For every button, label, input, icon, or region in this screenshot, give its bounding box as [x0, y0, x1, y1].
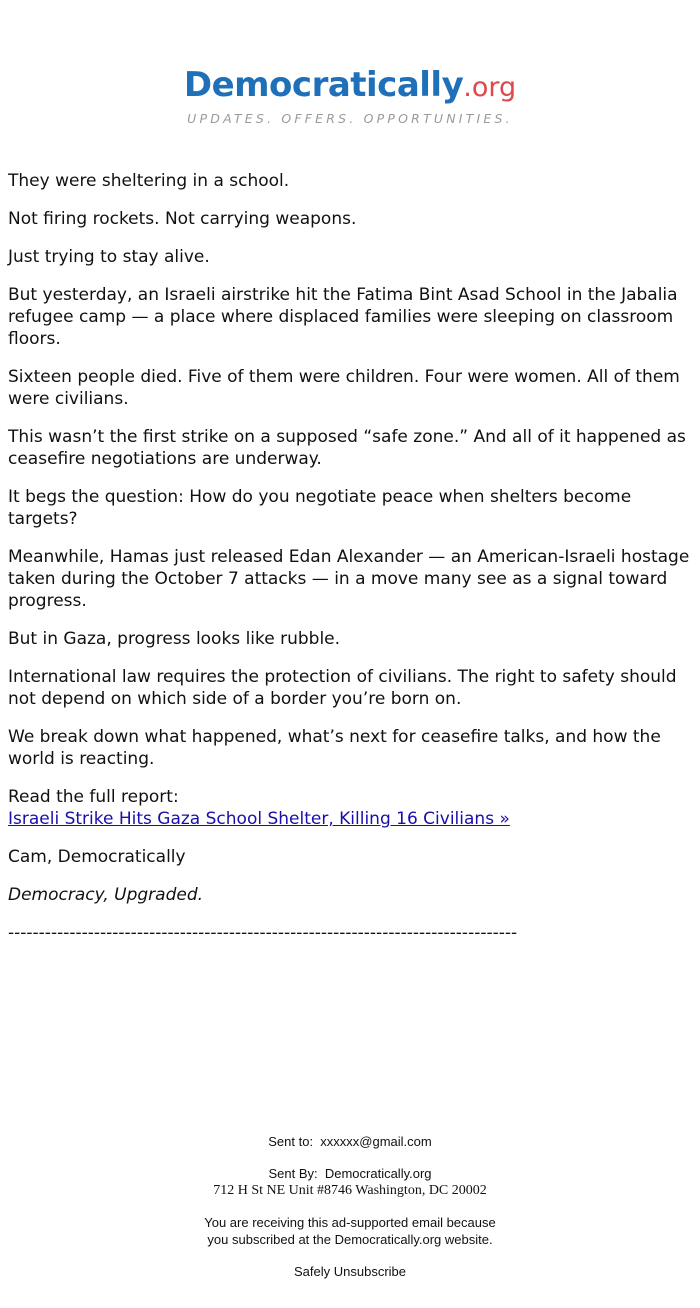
body-paragraph: Not firing rockets. Not carrying weapons.: [8, 209, 357, 229]
signature: Cam, Democratically: [8, 847, 186, 867]
read-report-label: Read the full report:: [8, 787, 179, 807]
sent-by-line: [0, 1165, 700, 1182]
body-paragraph: This wasn’t the first strike on a supposed “safe zone.” And all of it happened as ceasefire negotiations are underway.: [8, 427, 686, 469]
email-footer: [0, 1133, 700, 1280]
email-body: [8, 170, 692, 944]
report-link[interactable]: Israeli Strike Hits Gaza School Shelter, Killing 16 Civilians »: [8, 809, 510, 829]
body-paragraph: Just trying to stay alive.: [8, 247, 210, 267]
democratically-logo[interactable]: [183, 65, 517, 105]
body-paragraph: We break down what happened, what’s next for ceasefire talks, and how the world is reacting.: [8, 727, 661, 769]
sent-to-email: xxxxxx@gmail.com: [320, 1134, 432, 1149]
sent-by-name: Democratically.org: [324, 1166, 432, 1181]
subscription-notice: [0, 1214, 700, 1248]
sent-to-label: Sent to:: [268, 1134, 314, 1149]
unsubscribe-link[interactable]: Safely Unsubscribe: [294, 1264, 406, 1279]
body-paragraph: They were sheltering in a school.: [8, 171, 290, 191]
body-paragraph: But yesterday, an Israeli airstrike hit the Fatima Bint Asad School in the Jabalia refugee camp — a place where displaced families were sleeping on classroom floors.: [8, 285, 678, 349]
logo-tld: .org: [463, 72, 517, 103]
logo-tagline: UPDATES. OFFERS. OPPORTUNITIES.: [187, 111, 513, 126]
mailing-address: 712 H St NE Unit #8746 Washington, DC 20002: [213, 1183, 487, 1198]
logo-wordmark: Democratically: [183, 65, 464, 105]
notice-line: You are receiving this ad-supported email because: [204, 1215, 496, 1230]
sent-by-label: Sent By:: [268, 1166, 318, 1181]
body-paragraph: But in Gaza, progress looks like rubble.: [8, 629, 341, 649]
body-paragraph: Sixteen people died. Five of them were children. Four were women. All of them were civilians.: [8, 367, 680, 409]
read-report-block: [8, 786, 692, 830]
notice-line: you subscribed at the Democratically.org website.: [207, 1232, 493, 1247]
sent-by-block: [0, 1165, 700, 1199]
body-paragraph: Meanwhile, Hamas just released Edan Alexander — an American-Israeli hostage taken during the October 7 attacks — in a move many see as a signal toward progress.: [8, 547, 690, 611]
signoff: Democracy, Upgraded.: [8, 885, 204, 905]
divider-line: -----------------------------------------------------------------------------------: [8, 923, 518, 943]
email-header: [0, 65, 700, 126]
body-paragraph: International law requires the protection of civilians. The right to safety should not depend on which side of a border you’re born on.: [8, 667, 677, 709]
body-paragraph: It begs the question: How do you negotiate peace when shelters become targets?: [8, 487, 632, 529]
sent-to-line: [0, 1133, 700, 1150]
